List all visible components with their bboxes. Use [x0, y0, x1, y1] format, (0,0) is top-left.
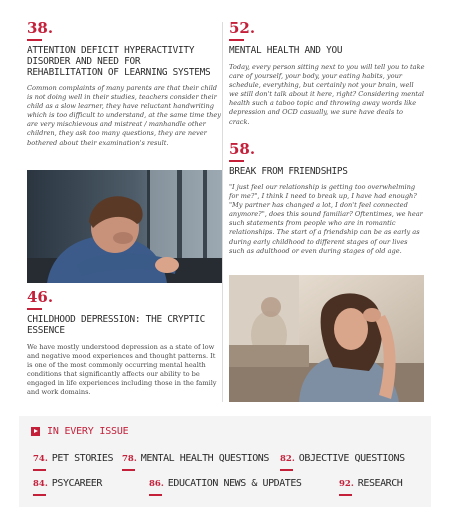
- item-label: PET STORIES: [51, 453, 114, 464]
- item-label: MENTAL HEALTH QUESTIONS: [140, 453, 269, 464]
- issue-item-education-news[interactable]: [149, 478, 302, 489]
- item-number: 78.: [122, 454, 137, 464]
- article-excerpt: We have mostly understood depression as a state of low and negative mood experiences and thought patterns. It is one of the most commonly occurring mental health conditions that significantly affects our ability to be engaged in life experiences including those in the family and work domains.: [27, 343, 217, 397]
- article-excerpt: "I just feel our relationship is getting too overwhelming for me?", I think I need to break up, I have had enough? "My partner has changed a lot, I don't feel connected anymore?", does this sound familiar? Oftentimes, we hear such statements from people who are in romantic relationships. The start of a friendship can be as early as during early childhood to different stages of our lives such as adulthood or even during stages of old age.: [229, 183, 423, 255]
- article-title[interactable]: CHILDHOOD DEPRESSION: THE CRYPTIC ESSENCE: [27, 314, 206, 336]
- item-number: 84.: [33, 479, 48, 489]
- article-38[interactable]: [27, 20, 221, 148]
- issue-item-psycareer[interactable]: [33, 478, 102, 489]
- photo-sad-boy: [27, 170, 222, 283]
- issue-item-objective-questions[interactable]: [280, 453, 405, 464]
- article-excerpt: Today, every person sitting next to you will tell you to take care of yourself, your body, your eating habits, your schedule, everything, but certainly not your brain, well we still don't talk about it here, right? Considering mental health such a taboo topic and throwing away words like depression and OCD casually, we sure have deals to crack.: [229, 63, 425, 126]
- item-label: OBJECTIVE QUESTIONS: [298, 453, 405, 464]
- article-title[interactable]: MENTAL HEALTH AND YOU: [229, 45, 343, 56]
- accent-rule: [27, 39, 42, 41]
- accent-rule: [229, 160, 244, 162]
- in-every-issue-header: [31, 426, 129, 437]
- column-divider: [222, 22, 223, 402]
- item-number: 74.: [33, 454, 48, 464]
- article-number: 38.: [27, 19, 54, 37]
- article-title[interactable]: ATTENTION DEFICIT HYPERACTIVITY DISORDER AND NEED FOR REHABILITATION OF LEARNING SYSTEMS: [27, 45, 211, 78]
- play-icon: [31, 427, 40, 436]
- in-every-issue-title: IN EVERY ISSUE: [47, 426, 129, 437]
- accent-underline: [122, 469, 135, 471]
- issue-item-research[interactable]: [339, 478, 402, 489]
- article-52[interactable]: [229, 20, 425, 127]
- accent-rule: [27, 308, 42, 310]
- item-label: EDUCATION NEWS & UPDATES: [167, 478, 302, 489]
- article-number: 52.: [229, 19, 256, 37]
- item-number: 82.: [280, 454, 295, 464]
- item-number: 92.: [339, 479, 354, 489]
- accent-underline: [33, 469, 46, 471]
- accent-underline: [149, 494, 162, 496]
- item-label: PSYCAREER: [51, 478, 102, 489]
- article-46[interactable]: [27, 289, 221, 398]
- in-every-issue-panel: [19, 416, 431, 507]
- article-title[interactable]: BREAK FROM FRIENDSHIPS: [229, 166, 348, 177]
- accent-underline: [33, 494, 46, 496]
- accent-rule: [229, 39, 244, 41]
- article-number: 46.: [27, 288, 54, 306]
- article-number: 58.: [229, 140, 256, 158]
- issue-item-mental-health-questions[interactable]: [122, 453, 269, 464]
- article-58[interactable]: [229, 141, 425, 256]
- accent-underline: [339, 494, 352, 496]
- accent-underline: [280, 469, 293, 471]
- article-excerpt: Common complaints of many parents are that their child is not doing well in their studies, teachers consider their child as a slow learner, they have reluctant handwriting which is too difficult to understand, at the same time they are very mischievous and mistreat / manhandle other children, they ask too many questions, they are never bothered about their examination's result.: [27, 84, 221, 147]
- photo-stressed-woman: [229, 275, 424, 402]
- item-label: RESEARCH: [357, 478, 403, 489]
- item-number: 86.: [149, 479, 164, 489]
- issue-item-pet-stories[interactable]: [33, 453, 113, 464]
